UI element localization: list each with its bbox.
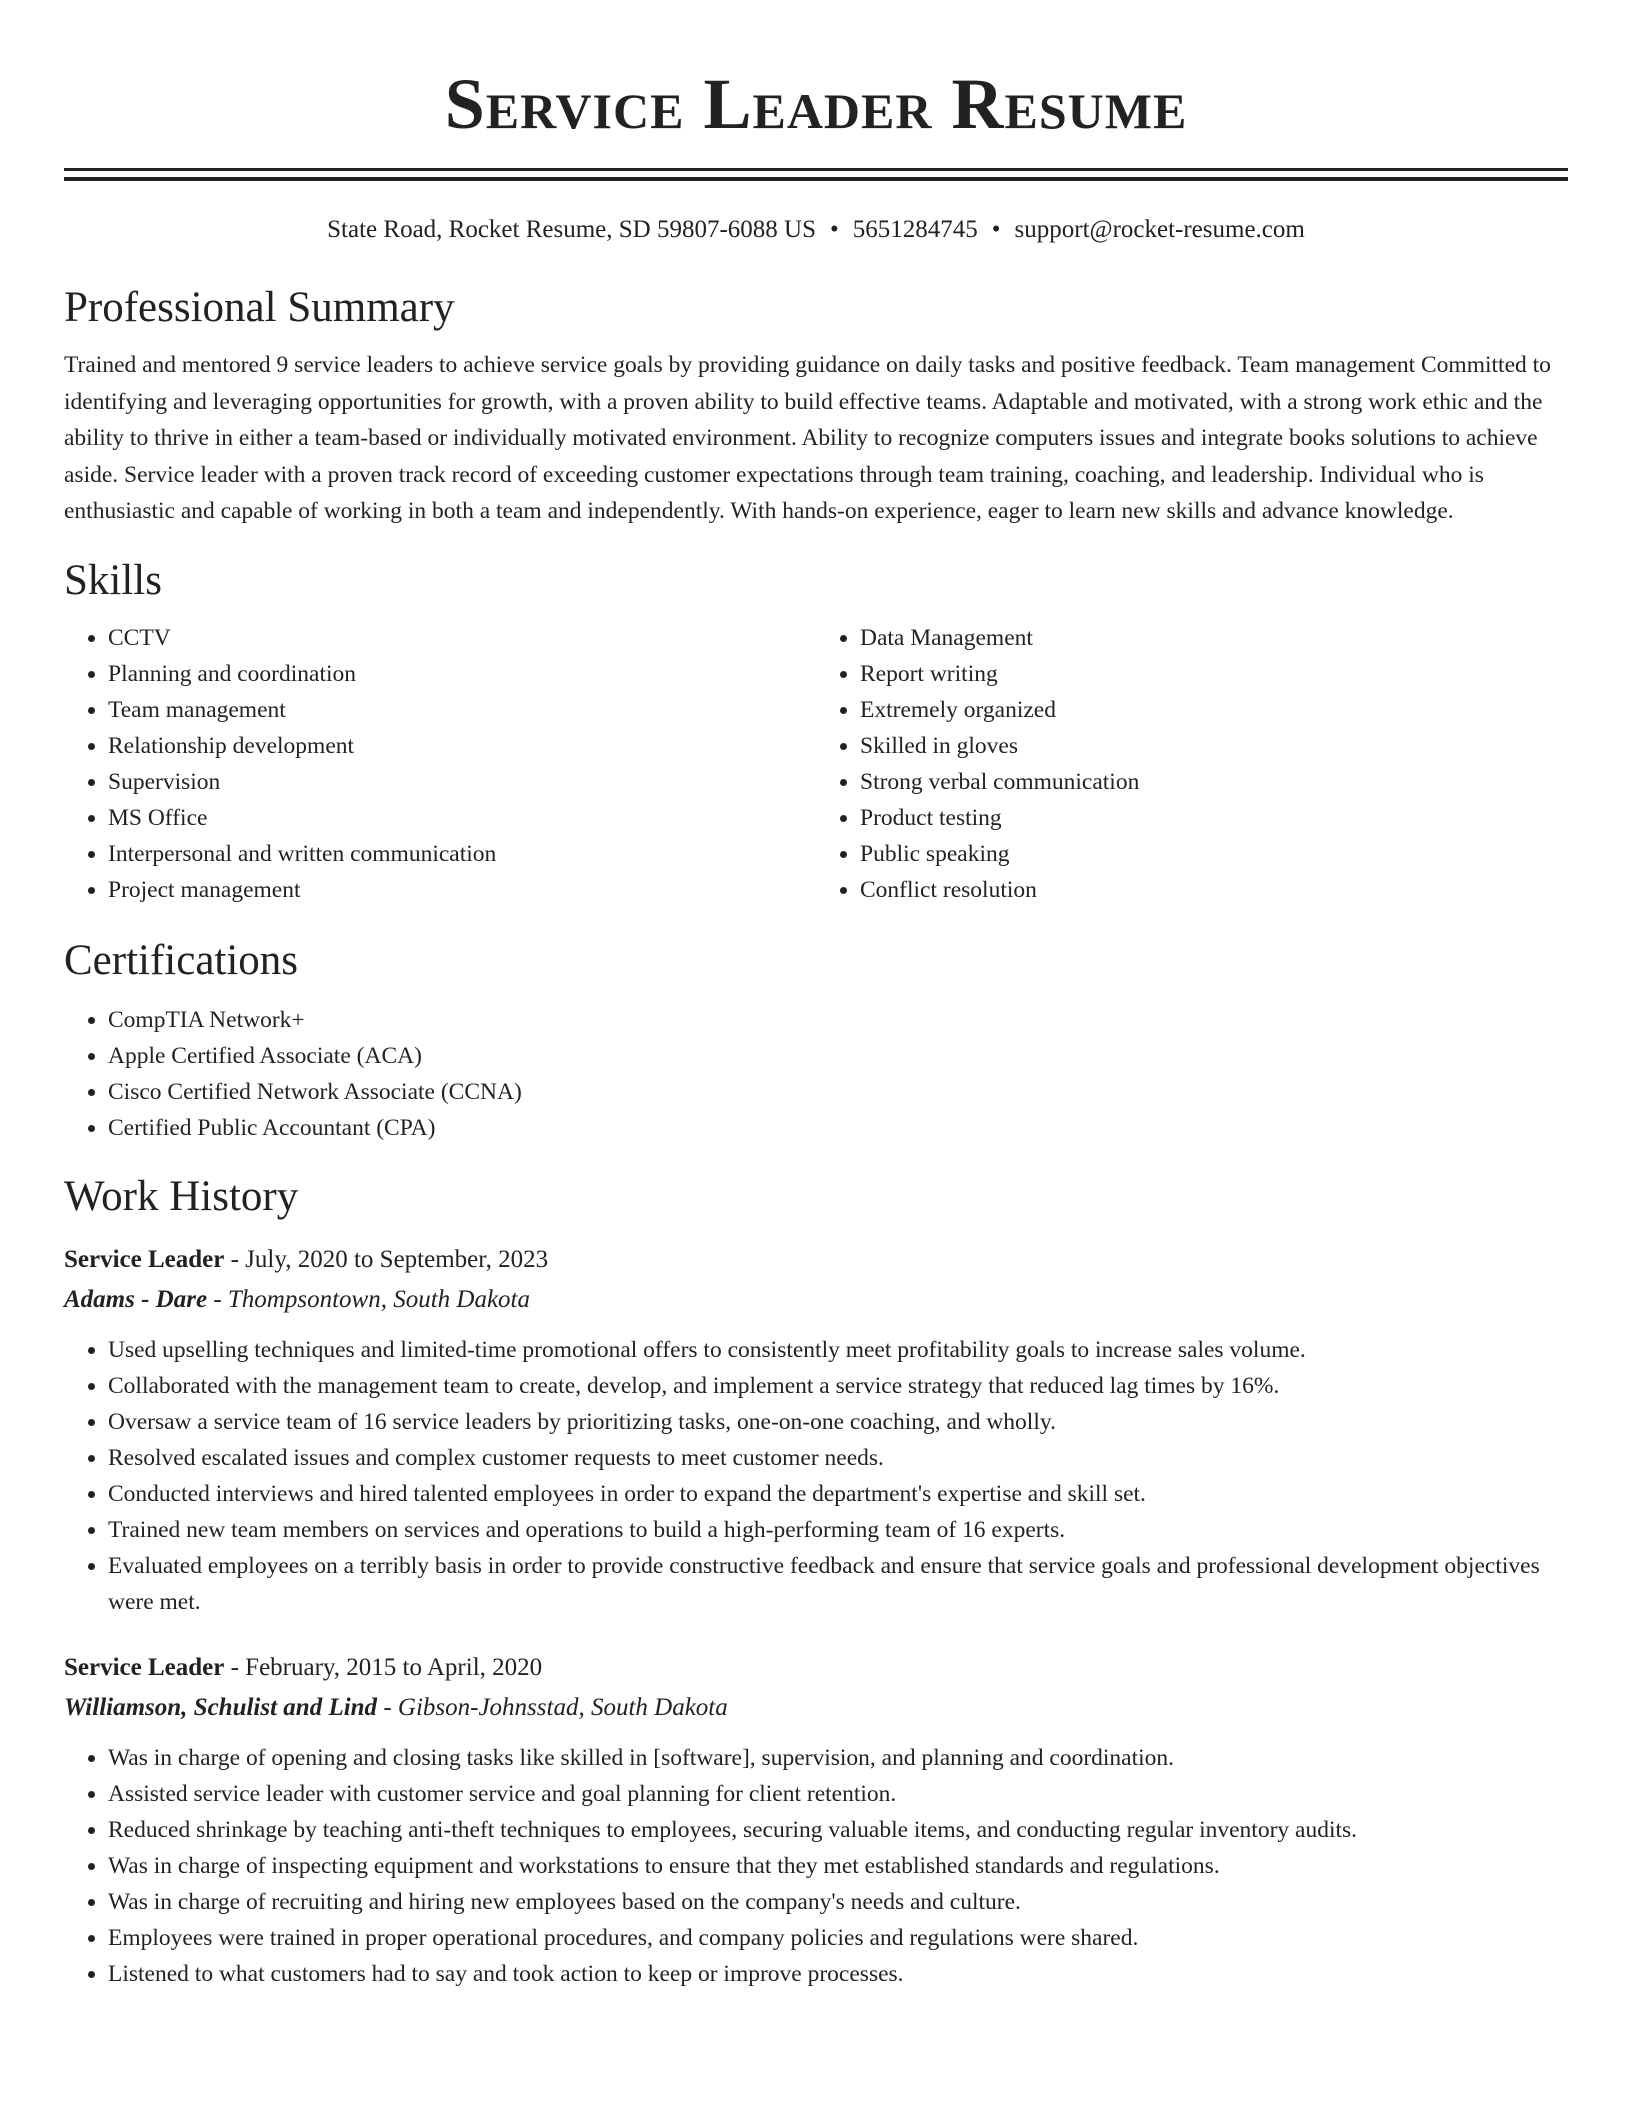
- contact-email: support@rocket-resume.com: [1014, 216, 1305, 243]
- contact-separator: •: [991, 216, 1001, 243]
- skill-item: • Relationship development: [108, 728, 816, 764]
- title-divider-top: [64, 168, 1568, 171]
- job-role: Service Leader: [64, 1653, 225, 1681]
- skill-item: • Team management: [108, 692, 816, 728]
- resume-page: [64, 0, 1568, 1992]
- resume-title: Service Leader Resume: [444, 64, 1188, 144]
- job-bullet: • Used upselling techniques and limited-time promotional offers to consistently meet profitability goals to increase sales volume.: [108, 1332, 1568, 1368]
- skill-item: • MS Office: [108, 800, 816, 836]
- skills-heading: Skills: [64, 556, 162, 604]
- job-dates: - February, 2015 to April, 2020: [224, 1653, 543, 1681]
- certification-item: • Certified Public Accountant (CPA): [108, 1110, 1568, 1146]
- job-entry: [64, 1240, 1568, 1620]
- job-location: - Gibson-Johnsstad, South Dakota: [377, 1693, 728, 1721]
- job-company: Adams - Dare: [64, 1285, 208, 1313]
- job-dates: - July, 2020 to September, 2023: [224, 1245, 549, 1273]
- skill-item: • Data Management: [860, 620, 1568, 656]
- skill-item: • Skilled in gloves: [860, 728, 1568, 764]
- job-role: Service Leader: [64, 1245, 225, 1273]
- job-bullet: • Trained new team members on services and operations to build a high-performing team of 16 experts.: [108, 1512, 1568, 1548]
- job-bullet: • Employees were trained in proper operational procedures, and company policies and regulations were shared.: [108, 1920, 1568, 1956]
- skill-item: • Report writing: [860, 656, 1568, 692]
- skill-item: • Supervision: [108, 764, 816, 800]
- skills-list-left: [64, 620, 816, 908]
- job-company: Williamson, Schulist and Lind: [64, 1693, 378, 1721]
- job-bullet: • Evaluated employees on a terribly basis in order to provide constructive feedback and ensure that service goals and professional development objectives were met.: [108, 1548, 1568, 1620]
- job-bullet: • Reduced shrinkage by teaching anti-theft techniques to employees, securing valuable items, and conducting regular inventory audits.: [108, 1812, 1568, 1848]
- job-bullet: • Oversaw a service team of 16 service leaders by prioritizing tasks, one-on-one coaching, and wholly.: [108, 1404, 1568, 1440]
- certification-item: • CompTIA Network+: [108, 1002, 1568, 1038]
- contact-line: [64, 215, 1568, 245]
- job-bullet: • Was in charge of opening and closing tasks like skilled in [software], supervision, and planning and coordination.: [108, 1740, 1568, 1776]
- contact-separator: •: [830, 216, 839, 243]
- contact-phone: 5651284745: [852, 216, 978, 243]
- skill-item: • Conflict resolution: [860, 872, 1568, 908]
- job-bullet: • Resolved escalated issues and complex customer requests to meet customer needs.: [108, 1440, 1568, 1476]
- job-bullet: • Was in charge of inspecting equipment and workstations to ensure that they met established standards and regulations.: [108, 1848, 1568, 1884]
- skill-item: • Extremely organized: [860, 692, 1568, 728]
- job-location: - Thompsontown, South Dakota: [207, 1285, 530, 1313]
- summary-text: Trained and mentored 9 service leaders to achieve service goals by providing guidance on daily tasks and positive feedback. Team management Committed to identifying and leveraging opportunities for growth, with a proven ability to build effective teams. Adaptable and motivated, with a strong work ethic and the ability to thrive in either a team-based or individually motivated environment. Ability to recognize computers issues and integrate books solutions to achieve aside. Service leader with a proven track record of exceeding customer expectations through team training, coaching, and leadership. Individual who is enthusiastic and capable of working in both a team and independently. With hands-on experience, eager to learn new skills and advance knowledge.: [64, 352, 1551, 524]
- job-bullet: • Conducted interviews and hired talented employees in order to expand the department's expertise and skill set.: [108, 1476, 1568, 1512]
- job-bullet: • Listened to what customers had to say and took action to keep or improve processes.: [108, 1956, 1568, 1992]
- title-divider-bottom: [64, 177, 1568, 181]
- job-title-line: [64, 1240, 1568, 1280]
- certifications-heading: Certifications: [64, 936, 299, 984]
- skill-item: • CCTV: [108, 620, 816, 656]
- job-company-line: [64, 1280, 1568, 1320]
- job-company-line: [64, 1688, 1568, 1728]
- skills-list-right: [816, 620, 1568, 908]
- skill-item: • Planning and coordination: [108, 656, 816, 692]
- skill-item: • Project management: [108, 872, 816, 908]
- job-bullet: • Was in charge of recruiting and hiring new employees based on the company's needs and culture.: [108, 1884, 1568, 1920]
- certification-item: • Cisco Certified Network Associate (CCNA): [108, 1074, 1568, 1110]
- summary-heading: Professional Summary: [64, 284, 455, 331]
- skills-columns: [64, 620, 1568, 908]
- skill-item: • Product testing: [860, 800, 1568, 836]
- skill-item: • Public speaking: [860, 836, 1568, 872]
- job-bullet: • Collaborated with the management team to create, develop, and implement a service strategy that reduced lag times by 16%.: [108, 1368, 1568, 1404]
- contact-address: State Road, Rocket Resume, SD 59807-6088 US: [327, 216, 817, 243]
- skill-item: • Interpersonal and written communication: [108, 836, 816, 872]
- job-bullets: [64, 1332, 1568, 1620]
- job-entry: [64, 1648, 1568, 1992]
- certifications-list: [64, 1002, 1568, 1146]
- job-bullet: • Assisted service leader with customer service and goal planning for client retention.: [108, 1776, 1568, 1812]
- work-history-heading: Work History: [64, 1172, 299, 1220]
- job-title-line: [64, 1648, 1568, 1688]
- certification-item: • Apple Certified Associate (ACA): [108, 1038, 1568, 1074]
- skill-item: • Strong verbal communication: [860, 764, 1568, 800]
- job-bullets: [64, 1740, 1568, 1992]
